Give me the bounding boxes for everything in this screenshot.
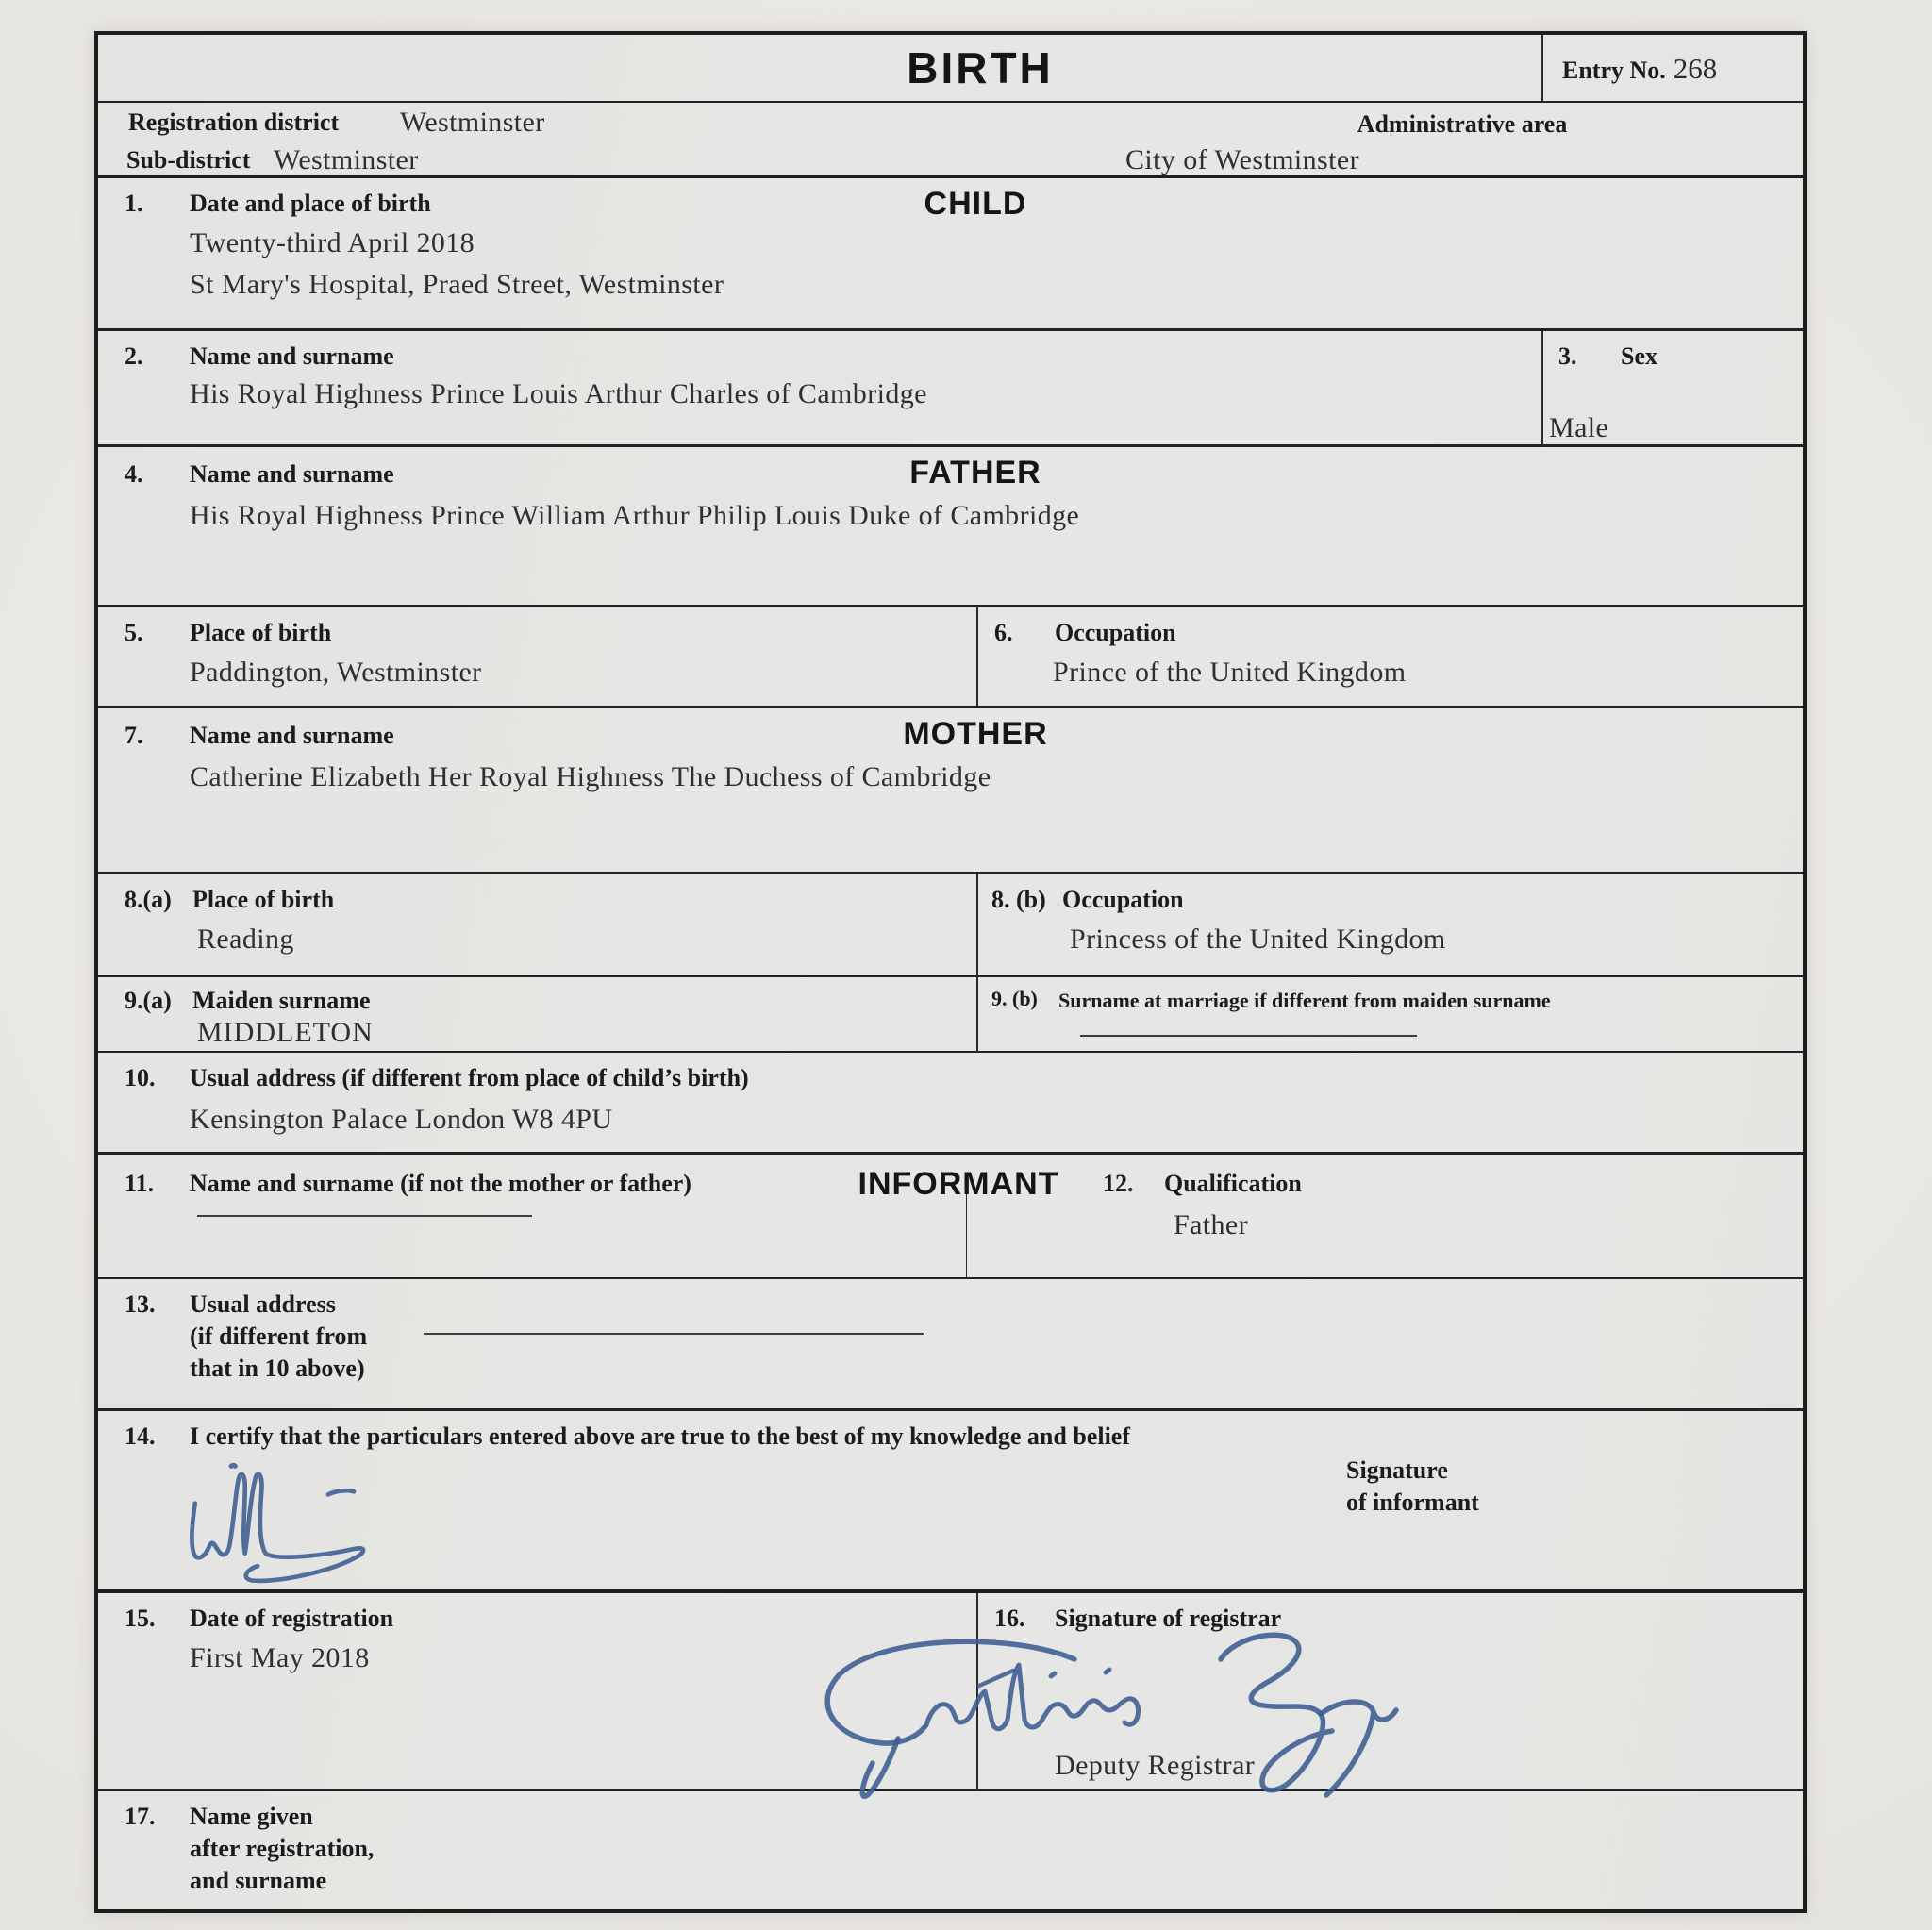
entry-number-value: 268 <box>1673 52 1718 85</box>
field-7-label: Name and surname <box>190 722 394 749</box>
field-9-row <box>98 977 1803 1053</box>
field-5-6-row <box>98 607 1803 708</box>
field-13-blank-line <box>424 1333 924 1335</box>
field-12-value: Father <box>1174 1209 1249 1240</box>
field-17-label-line1: Name given <box>190 1803 313 1830</box>
field-2-3-row <box>98 331 1803 447</box>
document-title: BIRTH <box>907 43 1054 92</box>
entry-cell-divider <box>1541 35 1543 103</box>
field-13-label-line1: Usual address <box>190 1290 336 1318</box>
field-9b-label: Surname at marriage if different from maiden surname <box>1058 989 1551 1012</box>
field-10-label: Usual address (if different from place of child’s birth) <box>190 1064 749 1091</box>
field-2-value: His Royal Highness Prince Louis Arthur Charles of Cambridge <box>190 378 927 409</box>
subdistrict-value: Westminster <box>274 144 419 175</box>
field-11-label: Name and surname (if not the mother or father) <box>190 1170 691 1197</box>
field-14-signature-label-line1: Signature <box>1346 1456 1448 1484</box>
field-17-number: 17. <box>125 1803 156 1830</box>
entry-number-label: Entry No. <box>1562 57 1666 84</box>
field-14-row <box>98 1411 1803 1593</box>
field-1-value-line2: St Mary's Hospital, Praed Street, Westminster <box>190 269 724 300</box>
field-1-number: 1. <box>125 190 143 217</box>
field-12-number: 12. <box>1103 1170 1134 1197</box>
field-7-value: Catherine Elizabeth Her Royal Highness The Duchess of Cambridge <box>190 761 991 792</box>
field-5-number: 5. <box>125 619 143 646</box>
entry-number <box>1562 52 1717 86</box>
field-8a-number: 8.(a) <box>125 886 172 913</box>
field-16-number: 16. <box>994 1605 1025 1632</box>
birth-certificate-form <box>94 31 1807 1913</box>
field-9a-value: MIDDLETON <box>197 1017 374 1048</box>
field-14-number: 14. <box>125 1423 156 1450</box>
field-4-number: 4. <box>125 460 143 488</box>
section-header-father: FATHER <box>909 455 1041 491</box>
field-5-6-divider <box>976 607 978 708</box>
field-9-divider <box>976 977 978 1053</box>
field-12-label: Qualification <box>1164 1170 1302 1197</box>
field-15-value: First May 2018 <box>190 1642 370 1673</box>
registration-district-label: Registration district <box>128 108 340 136</box>
field-1-value-line1: Twenty-third April 2018 <box>190 227 475 258</box>
field-1-label: Date and place of birth <box>190 190 431 217</box>
field-10-value: Kensington Palace London W8 4PU <box>190 1104 613 1135</box>
administrative-area-label: Administrative area <box>1357 110 1568 138</box>
field-13-label-line3: that in 10 above) <box>190 1355 365 1382</box>
field-16-subtext: Deputy Registrar <box>1055 1750 1256 1781</box>
field-8a-value: Reading <box>197 923 294 955</box>
administrative-area-value: City of Westminster <box>1125 144 1359 175</box>
header-row <box>98 35 1803 103</box>
field-3-number: 3. <box>1558 342 1577 370</box>
field-14-label: I certify that the particulars entered above are true to the best of my knowledge and belief <box>190 1423 1130 1450</box>
field-5-label: Place of birth <box>190 619 332 646</box>
field-6-value: Prince of the United Kingdom <box>1053 657 1407 688</box>
field-6-label: Occupation <box>1055 619 1176 646</box>
field-15-label: Date of registration <box>190 1605 394 1632</box>
registration-row <box>98 103 1803 178</box>
field-11-12-row <box>98 1155 1803 1279</box>
field-8-divider <box>976 874 978 977</box>
field-9b-blank-line <box>1080 1035 1417 1037</box>
field-8a-label: Place of birth <box>192 886 335 913</box>
field-16-label: Signature of registrar <box>1055 1605 1282 1632</box>
field-13-label-line2: (if different from <box>190 1323 368 1350</box>
field-4-row <box>98 447 1803 607</box>
field-7-number: 7. <box>125 722 143 749</box>
informant-cell-divider <box>966 1194 967 1279</box>
field-3-label: Sex <box>1621 342 1657 370</box>
field-9a-number: 9.(a) <box>125 987 172 1014</box>
field-8b-number: 8. (b) <box>991 886 1046 913</box>
registration-district-value: Westminster <box>400 107 545 138</box>
field-8b-value: Princess of the United Kingdom <box>1070 923 1446 955</box>
field-15-number: 15. <box>125 1605 156 1632</box>
section-header-child: CHILD <box>924 186 1027 222</box>
field-4-value: His Royal Highness Prince William Arthur Philip Louis Duke of Cambridge <box>190 500 1080 531</box>
field-14-signature-label-line2: of informant <box>1346 1489 1479 1516</box>
field-5-value: Paddington, Westminster <box>190 657 482 688</box>
field-11-blank-line <box>197 1215 532 1217</box>
field-2-number: 2. <box>125 342 143 370</box>
field-8b-label: Occupation <box>1062 886 1184 913</box>
field-17-label-line3: and surname <box>190 1867 327 1894</box>
field-13-number: 13. <box>125 1290 156 1318</box>
field-11-number: 11. <box>125 1170 155 1197</box>
field-10-row <box>98 1053 1803 1155</box>
field-8-row <box>98 874 1803 977</box>
field-9b-number: 9. (b) <box>991 987 1038 1010</box>
field-10-number: 10. <box>125 1064 156 1091</box>
sex-cell-divider <box>1541 331 1543 447</box>
field-6-number: 6. <box>994 619 1013 646</box>
field-4-label: Name and surname <box>190 460 394 488</box>
field-17-label-line2: after registration, <box>190 1835 375 1862</box>
field-17-row <box>98 1791 1803 1917</box>
field-1-row <box>98 178 1803 331</box>
field-2-label: Name and surname <box>190 342 394 370</box>
field-9a-label: Maiden surname <box>192 987 371 1014</box>
section-header-mother: MOTHER <box>903 716 1048 752</box>
field-13-row <box>98 1279 1803 1411</box>
section-header-informant: INFORMANT <box>858 1166 1059 1202</box>
field-3-value: Male <box>1549 412 1609 443</box>
subdistrict-label: Sub-district <box>126 146 251 174</box>
informant-signature <box>178 1460 376 1592</box>
field-15-16-row <box>98 1593 1803 1791</box>
field-7-row <box>98 708 1803 874</box>
